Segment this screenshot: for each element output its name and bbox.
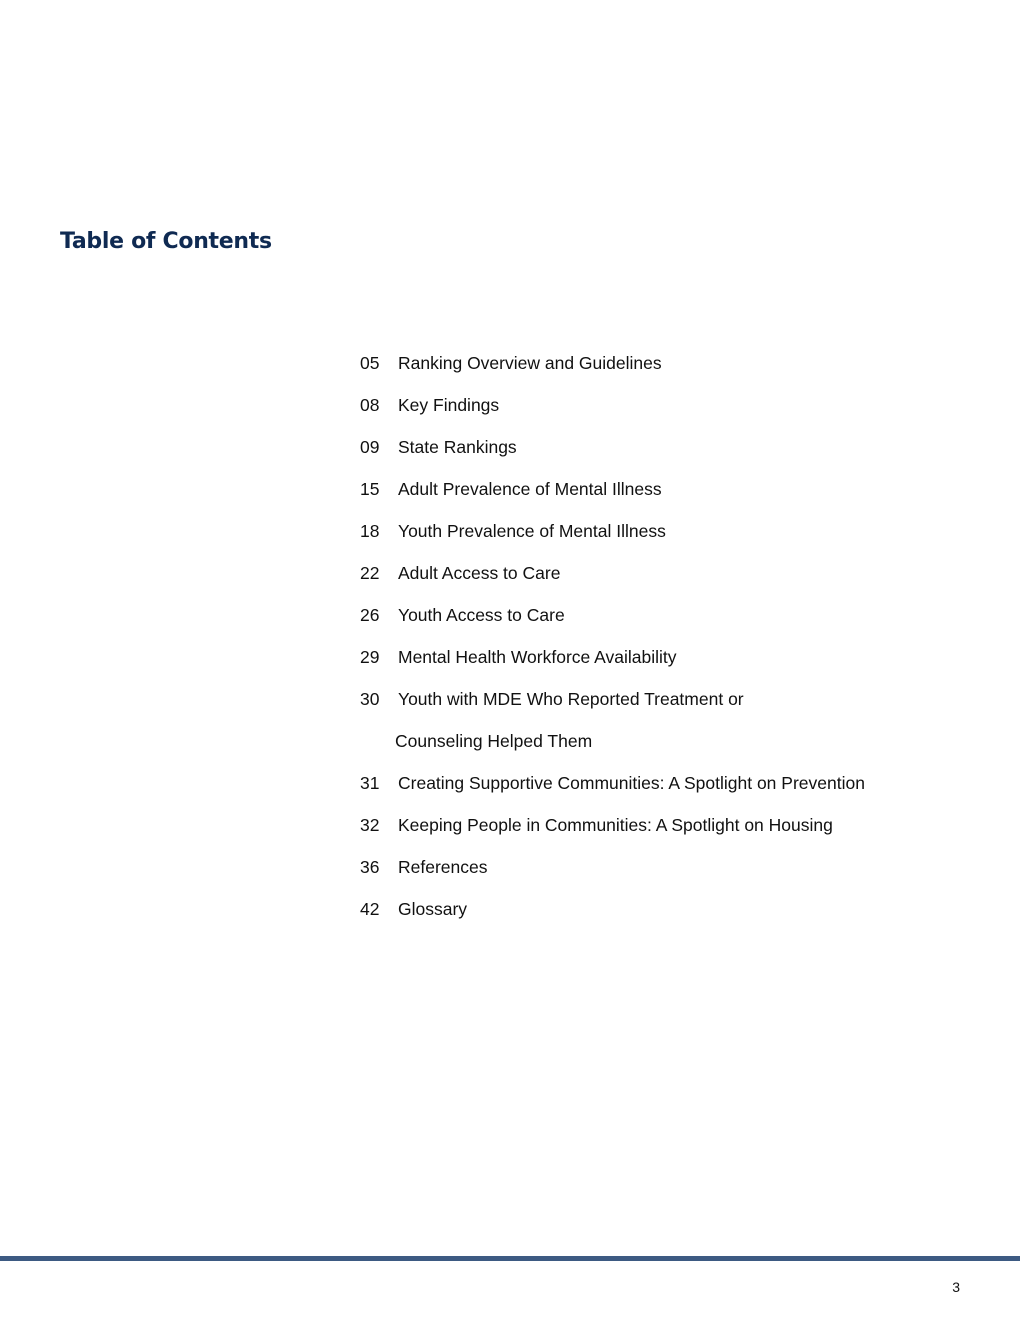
toc-entry-title: Youth Prevalence of Mental Illness <box>398 521 666 541</box>
toc-entry[interactable] <box>360 384 980 426</box>
toc-entry[interactable] <box>360 510 980 552</box>
toc-entry[interactable] <box>360 468 980 510</box>
toc-page-number: 15 <box>360 479 380 499</box>
toc-entry[interactable] <box>360 342 980 384</box>
toc-entry-title: Adult Prevalence of Mental Illness <box>398 479 662 499</box>
toc-entry-title: Glossary <box>398 899 468 919</box>
toc-entry-title: Keeping People in Communities: A Spotlight on Housing <box>398 815 833 835</box>
toc-entry-title: Youth with MDE Who Reported Treatment or <box>398 689 744 709</box>
toc-page-number: 22 <box>360 563 380 583</box>
toc-entry-title: Ranking Overview and Guidelines <box>398 353 662 373</box>
toc-entry-title-continued: Counseling Helped Them <box>395 731 593 751</box>
toc-page-number: 32 <box>360 815 380 835</box>
toc-page-number: 31 <box>360 773 380 793</box>
toc-entry-title: References <box>398 857 488 877</box>
toc-entry-title: State Rankings <box>398 437 517 457</box>
toc-page-number: 26 <box>360 605 380 625</box>
toc-page-number: 42 <box>360 899 380 919</box>
toc-entry-title: Creating Supportive Communities: A Spotlight on Prevention <box>398 773 865 793</box>
toc-page-number: 05 <box>360 353 380 373</box>
toc-page-number: 36 <box>360 857 380 877</box>
toc-list <box>360 342 980 930</box>
toc-entry[interactable] <box>360 762 980 804</box>
toc-entry[interactable] <box>360 804 980 846</box>
toc-entry[interactable] <box>360 678 980 762</box>
toc-page-number: 08 <box>360 395 380 415</box>
toc-entry[interactable] <box>360 594 980 636</box>
toc-entry-title: Adult Access to Care <box>398 563 561 583</box>
toc-page-number: 18 <box>360 521 380 541</box>
toc-entry-title: Youth Access to Care <box>398 605 565 625</box>
page-title: Table of Contents <box>60 229 272 254</box>
toc-entry[interactable] <box>360 426 980 468</box>
toc-page-number: 30 <box>360 689 380 709</box>
toc-entry[interactable] <box>360 552 980 594</box>
toc-entry-title-wrapper <box>395 678 778 762</box>
page-number: 3 <box>952 1279 960 1295</box>
footer-divider <box>0 1256 1020 1261</box>
toc-page-number: 09 <box>360 437 380 457</box>
toc-entry-title: Key Findings <box>398 395 500 415</box>
toc-page-number: 29 <box>360 647 380 667</box>
toc-entry[interactable] <box>360 846 980 888</box>
toc-entry[interactable] <box>360 636 980 678</box>
toc-entry[interactable] <box>360 888 980 930</box>
toc-entry-title: Mental Health Workforce Availability <box>398 647 677 667</box>
